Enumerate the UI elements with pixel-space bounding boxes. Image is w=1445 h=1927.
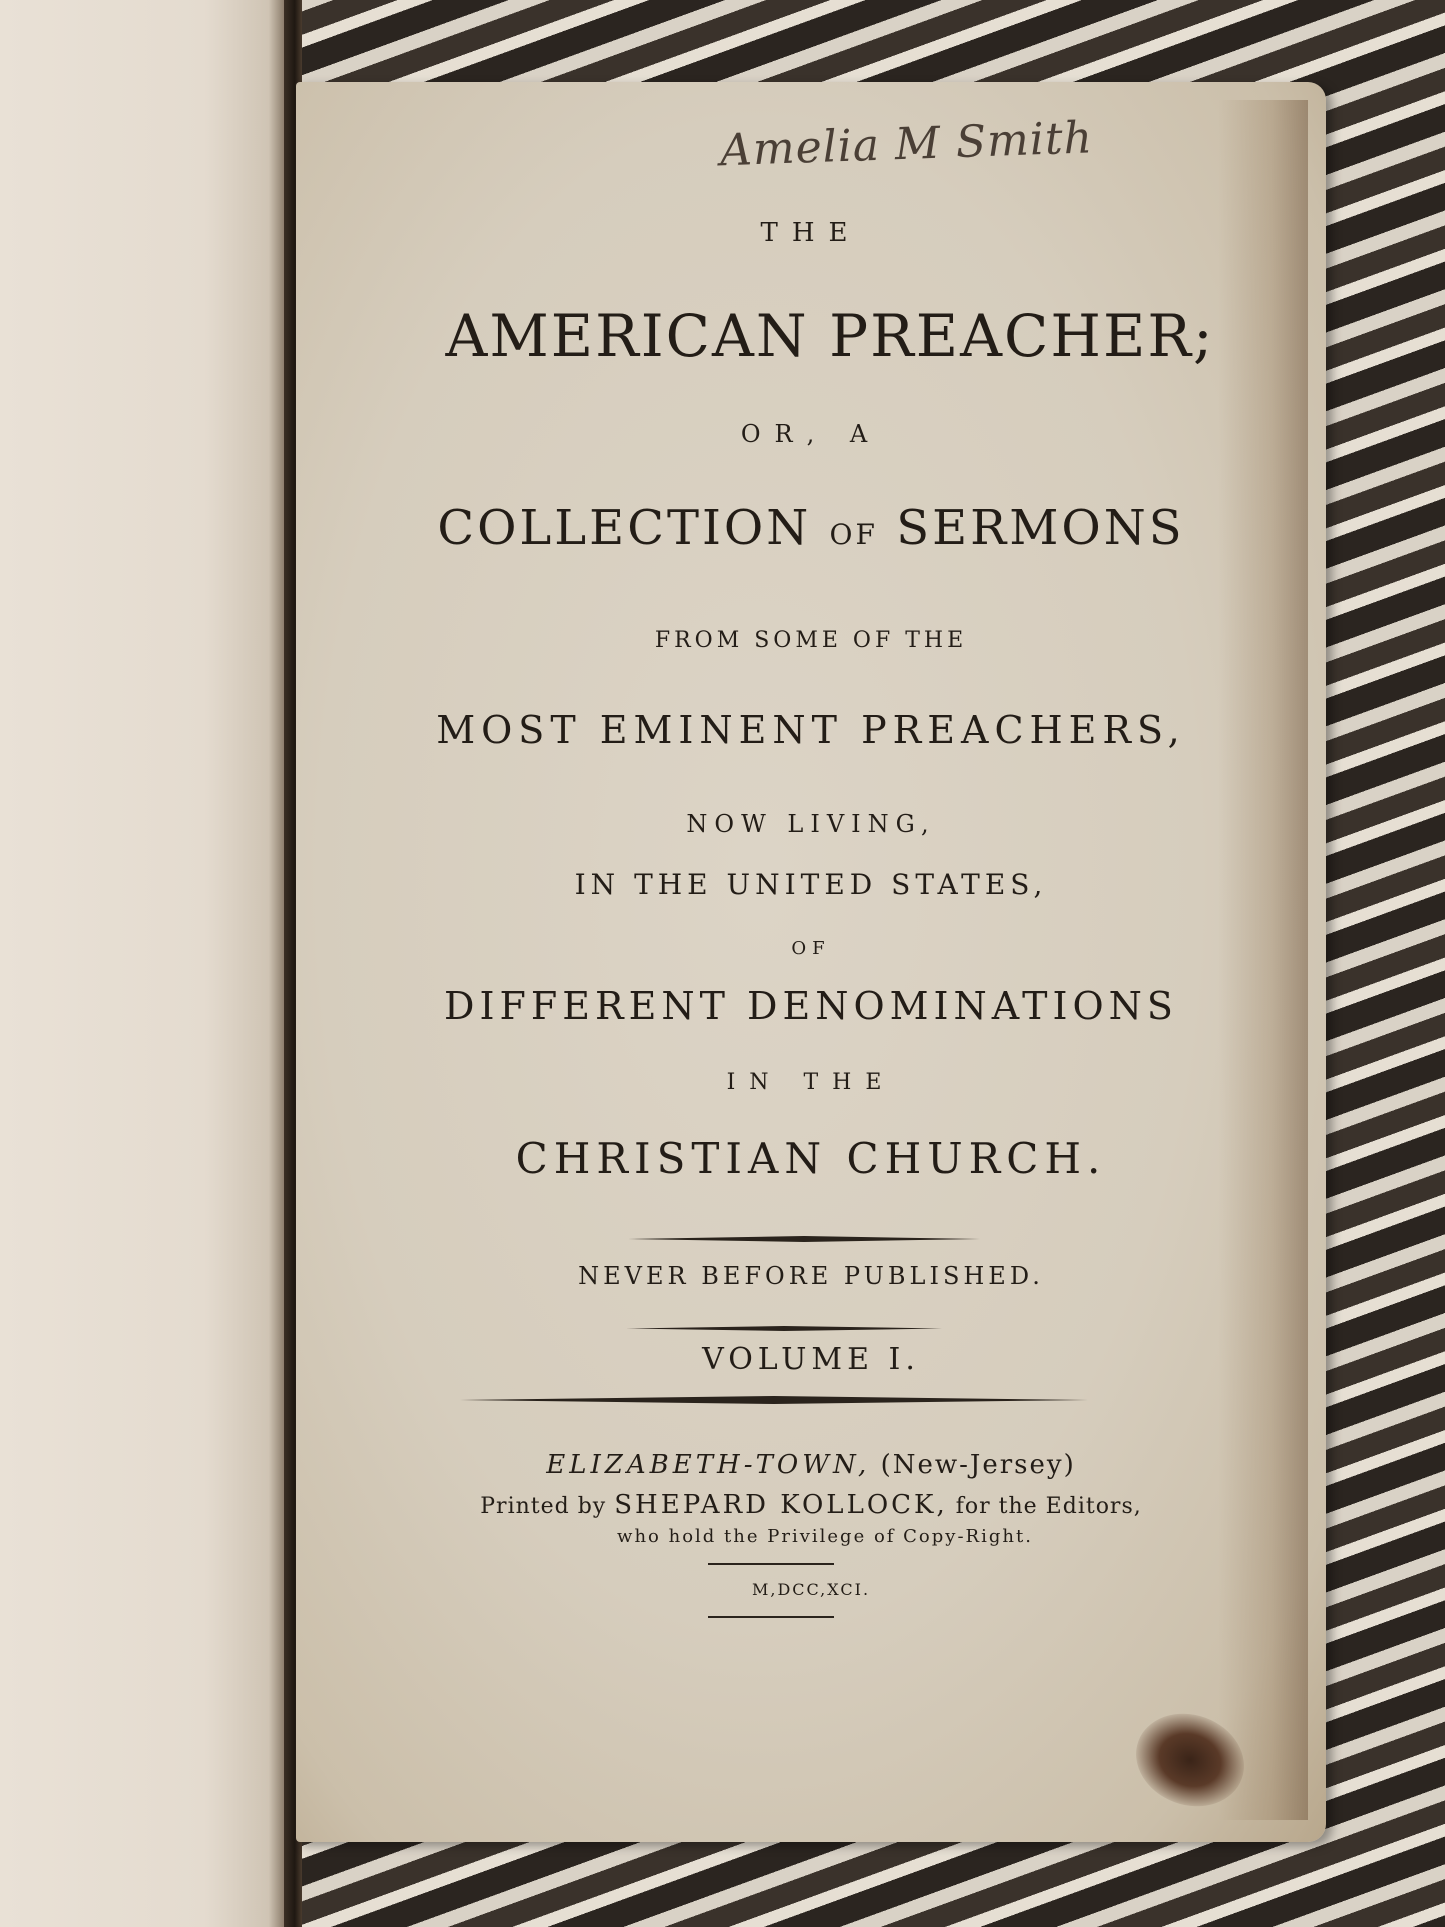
title-or-a: OR, A (740, 420, 882, 448)
imprint-state: (New-Jersey) (880, 1450, 1076, 1480)
in-united-states: IN THE UNITED STATES, (574, 868, 1048, 901)
imprint-town: ELIZABETH-TOWN, (546, 1450, 871, 1480)
different-denominations: DIFFERENT DENOMINATIONS (444, 984, 1178, 1028)
owner-signature: Amelia M Smith (719, 112, 1094, 177)
imprint-printer (296, 1490, 1326, 1520)
date-rule (708, 1616, 834, 1618)
collection-word: COLLECTION (437, 500, 812, 556)
subtitle-collection (296, 500, 1326, 556)
from-some: FROM SOME OF THE (654, 628, 968, 653)
of-line: OF (791, 938, 831, 959)
for-editors: for the Editors, (955, 1494, 1142, 1519)
in-the: IN THE (726, 1070, 896, 1095)
volume-number: VOLUME I. (702, 1342, 920, 1377)
publication-date: M,DCC,XCI. (751, 1580, 871, 1599)
never-published: NEVER BEFORE PUBLISHED. (578, 1262, 1044, 1290)
christian-church: CHRISTIAN CHURCH. (515, 1134, 1107, 1183)
printed-by: Printed by (480, 1494, 607, 1519)
title-the: THE (760, 218, 862, 248)
most-eminent: MOST EMINENT PREACHERS, (436, 708, 1186, 752)
left-page (0, 0, 292, 1927)
imprint-place (296, 1450, 1326, 1480)
printer-name: SHEPARD KOLLOCK, (614, 1490, 948, 1520)
date-rule (708, 1563, 834, 1565)
now-living: NOW LIVING, (686, 810, 936, 838)
main-title: AMERICAN PREACHER; (445, 302, 1215, 370)
copyright-line: who hold the Privilege of Copy-Right. (617, 1526, 1033, 1547)
sermons-word: SERMONS (896, 500, 1185, 556)
of-word: OF (829, 518, 878, 551)
